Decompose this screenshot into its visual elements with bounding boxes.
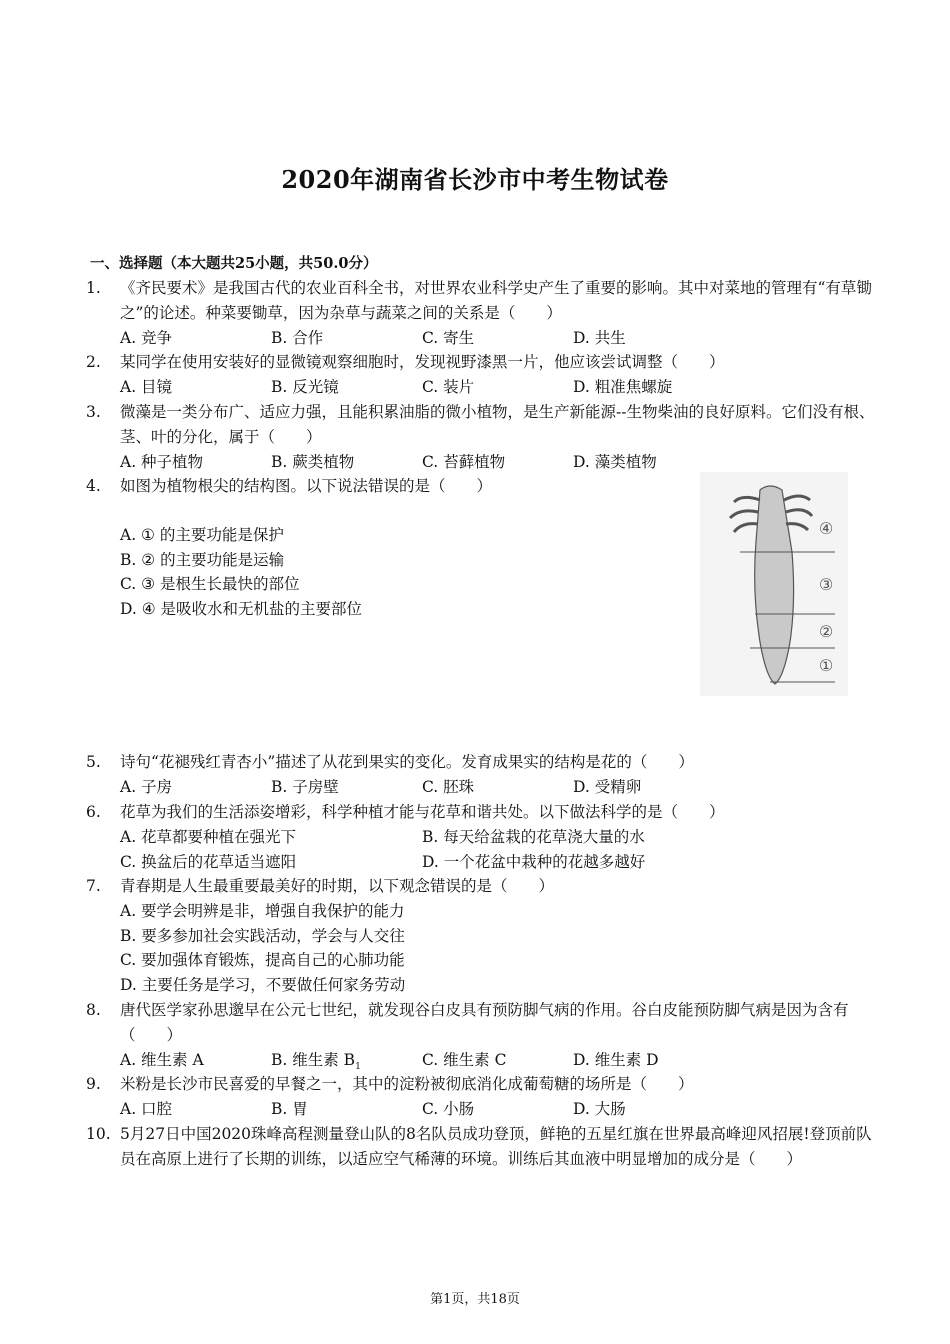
option-b-text: B. 维生素 B xyxy=(271,1050,356,1069)
option-c: C. 苔藓植物 xyxy=(422,452,506,471)
question-number: 1. xyxy=(86,279,101,297)
option-b: B. 要多参加社会实践活动，学会与人交往 xyxy=(120,926,405,945)
option-a: A. 维生素 A xyxy=(120,1050,204,1069)
option-d: D. 共生 xyxy=(573,328,626,347)
option-c: C. 换盆后的花草适当遮阳 xyxy=(120,852,297,871)
question-stem: 唐代医学家孙思邈早在公元七世纪，就发现谷白皮具有预防脚气病的作用。谷白皮能预防脚气病是因为含有（ ） xyxy=(120,1001,849,1044)
question-stem: 如图为植物根尖的结构图。以下说法错误的是（ ） xyxy=(120,477,493,495)
option-d: D. 粗准焦螺旋 xyxy=(573,377,673,396)
option-d: D. 受精卵 xyxy=(573,777,642,796)
option-d: D. 维生素 D xyxy=(573,1050,659,1069)
question-7 xyxy=(86,874,876,998)
question-number: 10. xyxy=(86,1125,111,1143)
options xyxy=(120,899,876,998)
question-6 xyxy=(86,800,876,874)
root-hairs-right xyxy=(784,496,812,530)
subscript: 1 xyxy=(355,1061,361,1072)
option-d: D. 主要任务是学习，不要做任何家务劳动 xyxy=(120,976,406,995)
question-8 xyxy=(86,998,876,1079)
page-title: 2020年湖南省长沙市中考生物试卷 xyxy=(281,165,669,194)
option-b: B. 蕨类植物 xyxy=(271,452,355,471)
option-d: D. 藻类植物 xyxy=(573,452,657,471)
option-b: B. 合作 xyxy=(271,328,324,347)
question-2 xyxy=(86,350,876,400)
section-heading: 一、选择题（本大题共25小题，共50.0分） xyxy=(90,255,378,272)
question-number: 4. xyxy=(86,477,101,495)
option-b: B. ② 的主要功能是运输 xyxy=(120,550,285,569)
page-footer: 第1页，共18页 xyxy=(430,1292,520,1307)
option-d: D. 大肠 xyxy=(573,1099,626,1118)
question-stem: 微藻是一类分布广、适应力强，且能积累油脂的微小植物，是生产新能源--生物柴油的良好原料。它们没有根、茎、叶的分化，属于（ ） xyxy=(120,403,875,446)
option-a: A. 竞争 xyxy=(120,328,173,347)
question-stem: 某同学在使用安装好的显微镜观察细胞时，发现视野漆黑一片，他应该尝试调整（ ） xyxy=(120,353,725,371)
root-body xyxy=(755,486,794,684)
question-stem: 米粉是长沙市民喜爱的早餐之一，其中的淀粉被彻底消化成葡萄糖的场所是（ ） xyxy=(120,1075,694,1093)
options xyxy=(120,1097,876,1122)
question-stem: 花草为我们的生活添姿增彩，科学种植才能与花草和谐共处。以下做法科学的是（ ） xyxy=(120,803,725,821)
question-number: 9. xyxy=(86,1075,101,1093)
options xyxy=(120,523,676,622)
question-number: 5. xyxy=(86,753,101,771)
options xyxy=(120,326,876,351)
question-1 xyxy=(86,276,876,350)
option-d: D. 一个花盆中栽种的花越多越好 xyxy=(422,852,646,871)
option-a: A. 子房 xyxy=(120,777,173,796)
question-9 xyxy=(86,1072,876,1122)
option-c: C. ③ 是根生长最快的部位 xyxy=(120,575,300,594)
question-10 xyxy=(86,1122,876,1172)
question-number: 6. xyxy=(86,803,101,821)
label-4: ④ xyxy=(818,519,834,538)
question-number: 8. xyxy=(86,1001,101,1019)
options xyxy=(120,825,876,875)
option-d: D. ④ 是吸收水和无机盐的主要部位 xyxy=(120,600,363,619)
option-b: B. 子房壁 xyxy=(271,777,339,796)
options xyxy=(120,450,876,475)
question-number: 3. xyxy=(86,403,101,421)
question-5 xyxy=(86,750,876,800)
question-stem: 5月27日中国2020珠峰高程测量登山队的8名队员成功登顶，鲜艳的五星红旗在世界最高峰迎风招展!登顶前队员在高原上进行了长期的训练，以适应空气稀薄的环境。训练后其血液中明显增加的成分是（ ） xyxy=(120,1125,872,1168)
option-c: C. 小肠 xyxy=(422,1099,475,1118)
question-stem: 诗句“花褪残红青杏小”描述了从花到果实的变化。发育成果实的结构是花的（ ） xyxy=(120,753,694,771)
options xyxy=(120,775,876,800)
option-a: A. 要学会明辨是非，增强自我保护的能力 xyxy=(120,901,405,920)
question-3 xyxy=(86,400,876,474)
question-stem: 《齐民要术》是我国古代的农业百科全书，对世界农业科学史产生了重要的影响。其中对菜地的管理有“有草锄之”的论述。种菜要锄草，因为杂草与蔬菜之间的关系是（ ） xyxy=(120,279,872,322)
option-c: C. 维生素 C xyxy=(422,1050,507,1069)
option-a: A. 目镜 xyxy=(120,377,173,396)
option-a: A. ① 的主要功能是保护 xyxy=(120,525,284,544)
label-1: ① xyxy=(818,656,834,675)
root-tip-diagram xyxy=(700,472,848,696)
option-b: B. 胃 xyxy=(271,1099,308,1118)
option-a: A. 花草都要种植在强光下 xyxy=(120,827,297,846)
option-c: C. 寄生 xyxy=(422,328,475,347)
question-number: 7. xyxy=(86,877,101,895)
question-number: 2. xyxy=(86,353,101,371)
question-4 xyxy=(86,474,676,622)
option-b: B. 每天给盆栽的花草浇大量的水 xyxy=(422,827,645,846)
option-b: B. 反光镜 xyxy=(271,377,339,396)
root-tip-figure xyxy=(700,472,848,696)
option-c: C. 装片 xyxy=(422,377,475,396)
option-a: A. 种子植物 xyxy=(120,452,204,471)
label-3: ③ xyxy=(818,575,834,594)
option-c: C. 要加强体育锻炼，提高自己的心肺功能 xyxy=(120,951,405,970)
options xyxy=(120,375,876,400)
label-2: ② xyxy=(818,622,834,641)
option-a: A. 口腔 xyxy=(120,1099,173,1118)
question-stem: 青春期是人生最重要最美好的时期，以下观念错误的是（ ） xyxy=(120,877,555,895)
option-c: C. 胚珠 xyxy=(422,777,475,796)
root-hairs-left xyxy=(730,497,760,532)
